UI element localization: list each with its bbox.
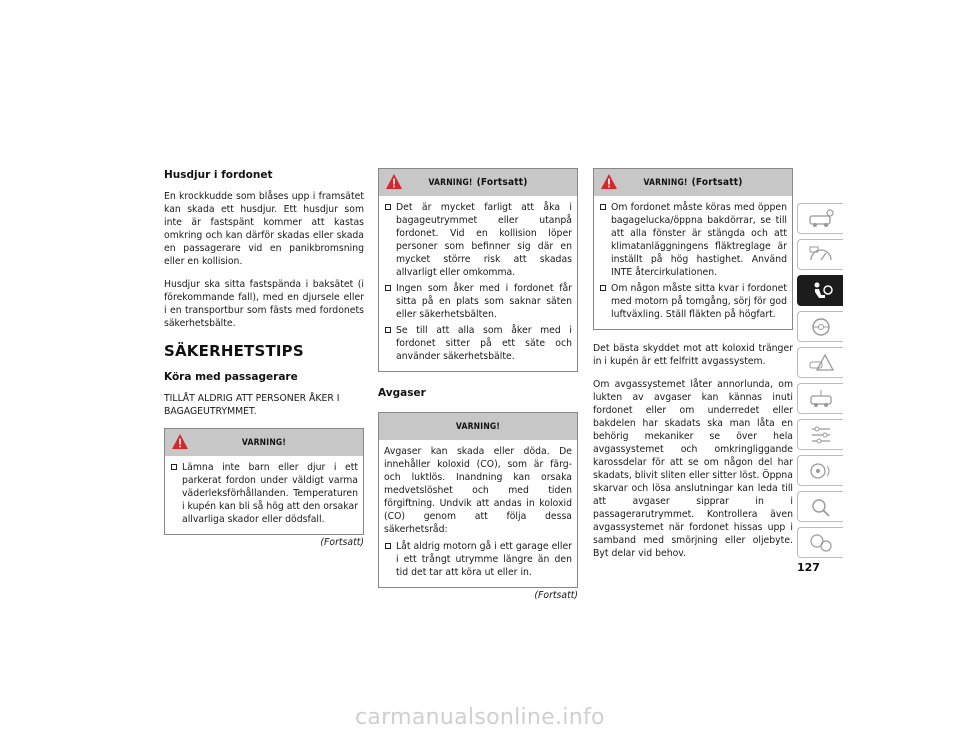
- warning-triangle-icon: [385, 173, 403, 190]
- warning-bullet: Ingen som åker med i fordonet får sitta på en plats som saknar säten eller säkerhetsbälten.: [384, 282, 572, 321]
- warning-title: VARNING!: [428, 177, 473, 188]
- multimedia-icon: [807, 460, 835, 482]
- warning-title: VARNING!: [455, 421, 501, 432]
- warning-box: [164, 428, 364, 535]
- exhaust-paragraph-1: Det bästa skyddet mot att koloxid tränger in i kupén är ett felfritt avgassystem.: [593, 343, 793, 367]
- warning-bullet: Se till att alla som åker med i fordonet sitter på ett säte och använder säkerhetsbälte.: [384, 324, 572, 363]
- service-car-icon: [807, 388, 835, 410]
- passengers-heading: Köra med passagerare: [164, 371, 298, 383]
- watermark: carmanualsonline.info: [355, 705, 605, 730]
- car-info-icon: [807, 208, 835, 230]
- pets-paragraph-2: Husdjur ska sitta fastspända i baksätet (i förekommande fall), med en djursele eller i en transportbur som fästs med fordonets säkerhetsbälte.: [164, 279, 364, 329]
- warning-header: [594, 169, 792, 196]
- checkbox-bullet-icon: [600, 285, 606, 291]
- checkbox-bullet-icon: [385, 327, 391, 333]
- warning-bullet: Lämna inte barn eller djur i ett parkerat fordon under väldigt varma väderleksförhållanden. Temperaturen i kupén kan bli så hög att den orsakar allvarliga skador eller dödsfall.: [170, 461, 358, 526]
- checkbox-bullet-icon: [600, 204, 606, 210]
- column-right: [593, 168, 793, 570]
- warning-box-continued: [593, 168, 793, 330]
- chapter-sidebar: [797, 203, 842, 563]
- warning-title: VARNING!: [643, 177, 688, 188]
- warning-box-exhaust: [378, 412, 578, 588]
- warning-header: [379, 169, 577, 196]
- warning-title: VARNING!: [241, 437, 287, 448]
- continued-label: (Fortsatt): [320, 537, 364, 548]
- tab-emergency[interactable]: [797, 347, 843, 378]
- column-left: [164, 168, 364, 548]
- safety-tips-heading: SÄKERHETSTIPS: [164, 342, 304, 360]
- warning-header: [165, 429, 363, 456]
- column-middle: [378, 168, 578, 601]
- warning-title-continued: (Fortsatt): [476, 177, 528, 188]
- checkbox-bullet-icon: [171, 464, 177, 470]
- warning-bullet: Låt aldrig motorn gå i ett garage eller i ett trångt utrymme längre än den tid det tar att köra ut eller in.: [384, 540, 572, 579]
- emergency-icon: [807, 352, 835, 374]
- warning-body: [165, 456, 363, 534]
- warning-title-continued: (Fortsatt): [691, 177, 743, 188]
- pets-heading: Husdjur i fordonet: [164, 169, 273, 181]
- dashboard-icon: [807, 244, 835, 266]
- warning-text: Avgaser kan skada eller döda. De innehåller koloxid (CO), som är färg- och luktlös. Inandning kan orsaka medvetslöshet och med tiden förgiftning. Undvik att andas in koloxid (CO) genom att följa dessa säkerhetsråd:: [384, 446, 572, 535]
- passengers-paragraph: TILLÅT ALDRIG ATT PERSONER ÅKER I BAGAGEUTRYMMET.: [164, 393, 340, 417]
- tab-car-info[interactable]: [797, 203, 843, 234]
- pets-paragraph-1: En krockkudde som blåses upp i framsätet kan skada ett husdjur. Ett husdjur som inte är fastspänt kommer att kastas omkring och kan därför skadas eller skada en passagerare vid en panikbromsning eller en kollision.: [164, 191, 364, 267]
- exhaust-paragraph-2: Om avgassystemet låter annorlunda, om lukten av avgaser kan kännas inuti fordonet eller om underredet eller bakdelen har skadats ska man låta en behörig mekaniker se över hela avgassystemet och omkringliggande karossdelar för att se om någon del har skadats, blivit sliten eller sitter löst. Öppna skarvar och lösa anslutningar kan leda till att avgaser sipprar in i passagerarutrymmet. Kontrollera även avgassystemet när fordonet hissas upp i samband med smörjning eller oljebyte. Byt delar vid behov.: [593, 379, 793, 559]
- warning-bullet: Om någon måste sitta kvar i fordonet med motorn på tomgång, sörj för god luftväxling. Ställ fläkten på högfart.: [599, 282, 787, 321]
- checkbox-bullet-icon: [385, 204, 391, 210]
- airbag-safety-icon: [807, 280, 835, 302]
- warning-body: [379, 196, 577, 371]
- warning-triangle-icon: [600, 173, 618, 190]
- warning-body: [594, 196, 792, 329]
- tab-specifications[interactable]: [797, 419, 843, 450]
- warning-header: [379, 413, 577, 440]
- steering-wheel-icon: [807, 316, 835, 338]
- exhaust-heading: Avgaser: [378, 387, 426, 399]
- continued-label: (Fortsatt): [534, 590, 578, 601]
- warning-bullet: Det är mycket farligt att åka i bagageutrymmet eller utanpå fordonet. Vid en kollision löper personer som befinner sig där en mycket större risk att skadas allvarligt eller omkomma.: [384, 201, 572, 279]
- search-index-icon: [807, 496, 835, 518]
- warning-triangle-icon: [171, 433, 189, 450]
- checkbox-bullet-icon: [385, 543, 391, 549]
- tab-dashboard[interactable]: [797, 239, 843, 270]
- checkbox-bullet-icon: [385, 285, 391, 291]
- tab-airbag-safety[interactable]: [797, 275, 843, 306]
- tab-service[interactable]: [797, 383, 843, 414]
- warning-box-continued: [378, 168, 578, 372]
- language-icon: [807, 532, 835, 554]
- tab-language[interactable]: [797, 527, 843, 558]
- page-number: 127: [797, 561, 820, 574]
- warning-body: [379, 440, 577, 587]
- tab-search-index[interactable]: [797, 491, 843, 522]
- specifications-icon: [807, 424, 835, 446]
- tab-steering[interactable]: [797, 311, 843, 342]
- tab-multimedia[interactable]: [797, 455, 843, 486]
- warning-bullet: Om fordonet måste köras med öppen bagagelucka/öppna bakdörrar, se till att alla fönster är stängda och att klimatanläggningens fläktreglage är inställt på hög hastighet. Använd INTE återcirkulationen.: [599, 201, 787, 279]
